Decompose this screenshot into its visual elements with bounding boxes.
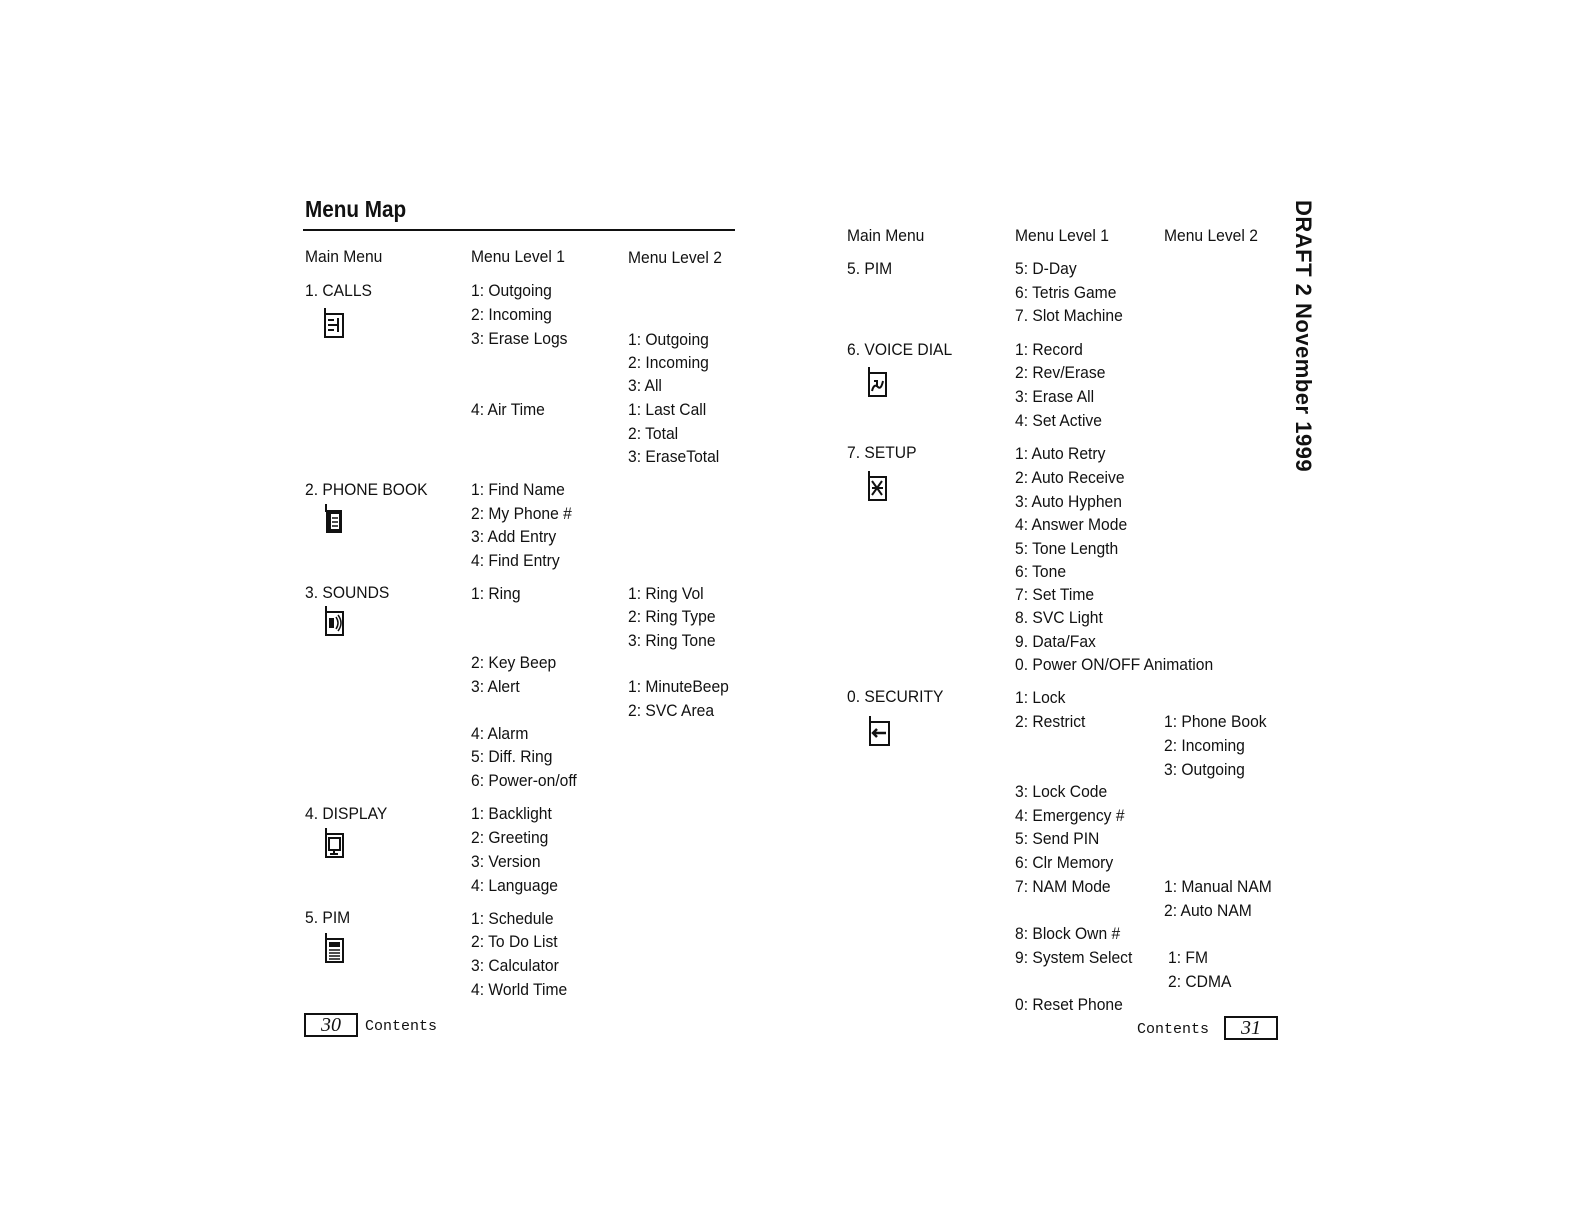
setup-l1-9: 9. Data/Fax [1015,632,1096,651]
pim-cont-l1-1: 5: D-Day [1015,259,1077,278]
restrict-l2-1: 1: Phone Book [1164,712,1267,731]
sounds-l1-2: 2: Key Beep [471,653,557,672]
pim-cont-l1-2: 6: Tetris Game [1015,283,1117,302]
restrict-l2-3: 3: Outgoing [1164,760,1245,779]
sounds-icon [323,606,345,636]
setup-icon [866,471,888,501]
setup-l1-6: 6: Tone [1015,562,1067,581]
voice-dial-l1-2: 2: Rev/Erase [1015,363,1106,382]
display-l1-4: 4: Language [471,876,558,895]
calls-l1-1: 1: Outgoing [471,281,552,300]
phonebook-l1-3: 3: Add Entry [471,527,557,546]
nam-l2-2: 2: Auto NAM [1164,901,1252,920]
erase-logs-l2-2: 2: Incoming [628,353,709,372]
header-main-menu: Main Menu [305,247,383,266]
calls-l1-2: 2: Incoming [471,305,552,324]
calls-l1-4: 4: Air Time [471,400,545,419]
security-l1-9: 9: System Select [1015,948,1133,967]
air-time-l2-3: 3: EraseTotal [628,447,720,466]
security-l1-1: 1: Lock [1015,688,1066,707]
air-time-l2-2: 2: Total [628,424,679,443]
nam-l2-1: 1: Manual NAM [1164,877,1272,896]
page-number-right: 31 [1224,1016,1278,1040]
security-l1-8: 8: Block Own # [1015,924,1121,943]
voice-dial-l1-3: 3: Erase All [1015,387,1095,406]
phonebook-l1-2: 2: My Phone # [471,504,572,523]
voice-dial-l1-4: 4: Set Active [1015,411,1102,430]
display-l1-2: 2: Greeting [471,828,549,847]
main-menu-display: 4. DISPLAY [305,804,388,823]
phonebook-l1-4: 4: Find Entry [471,551,560,570]
security-l1-6: 6: Clr Memory [1015,853,1114,872]
security-l1-10: 0: Reset Phone [1015,995,1123,1014]
header-menu-level-1-right: Menu Level 1 [1015,226,1109,245]
setup-l1-1: 1: Auto Retry [1015,444,1106,463]
security-l1-4: 4: Emergency # [1015,806,1125,825]
alert-l2-1: 1: MinuteBeep [628,677,729,696]
contents-link-right[interactable]: Contents [1137,1021,1210,1038]
setup-l1-3: 3: Auto Hyphen [1015,492,1122,511]
voice-dial-l1-1: 1: Record [1015,340,1083,359]
setup-l1-8: 8. SVC Light [1015,608,1103,627]
calls-icon [323,308,345,338]
security-l1-2: 2: Restrict [1015,712,1086,731]
contents-link-left[interactable]: Contents [365,1018,438,1035]
setup-l1-4: 4: Answer Mode [1015,515,1128,534]
setup-l1-5: 5: Tone Length [1015,539,1119,558]
system-l2-1: 1: FM [1168,948,1208,967]
main-menu-phonebook: 2. PHONE BOOK [305,480,428,499]
display-icon [323,828,345,858]
pim-cont-l1-3: 7. Slot Machine [1015,306,1123,325]
ring-l2-2: 2: Ring Type [628,607,716,626]
pim-l1-2: 2: To Do List [471,932,558,951]
ring-l2-3: 3: Ring Tone [628,631,716,650]
pim-icon [323,933,345,963]
alert-l2-2: 2: SVC Area [628,701,715,720]
ring-l2-1: 1: Ring Vol [628,584,704,603]
main-menu-pim-cont: 5. PIM [847,259,893,278]
header-menu-level-2: Menu Level 2 [628,248,722,267]
main-menu-voice-dial: 6. VOICE DIAL [847,340,953,359]
pim-l1-3: 3: Calculator [471,956,559,975]
security-l1-5: 5: Send PIN [1015,829,1100,848]
display-l1-1: 1: Backlight [471,804,552,823]
pim-l1-4: 4: World Time [471,980,568,999]
display-l1-3: 3: Version [471,852,541,871]
voice-dial-icon [866,367,888,397]
sounds-l1-3: 3: Alert [471,677,520,696]
air-time-l2-1: 1: Last Call [628,400,707,419]
main-menu-calls: 1. CALLS [305,281,372,300]
main-menu-sounds: 3. SOUNDS [305,583,390,602]
setup-l1-7: 7: Set Time [1015,585,1095,604]
calls-l1-3: 3: Erase Logs [471,329,568,348]
page-number-left: 30 [304,1013,358,1037]
draft-stamp: DRAFT 2 November 1999 [1291,200,1316,473]
system-l2-2: 2: CDMA [1168,972,1232,991]
main-menu-security: 0. SECURITY [847,687,944,706]
title-rule [303,229,735,231]
header-menu-level-2-right: Menu Level 2 [1164,226,1258,245]
erase-logs-l2-1: 1: Outgoing [628,330,709,349]
sounds-l1-6: 6: Power-on/off [471,771,577,790]
header-main-menu-right: Main Menu [847,226,925,245]
phonebook-l1-1: 1: Find Name [471,480,565,499]
header-menu-level-1: Menu Level 1 [471,247,565,266]
sounds-l1-5: 5: Diff. Ring [471,747,553,766]
pim-l1-1: 1: Schedule [471,909,554,928]
page-title: Menu Map [305,196,407,222]
sounds-l1-1: 1: Ring [471,584,521,603]
setup-l1-10: 0. Power ON/OFF Animation [1015,655,1214,674]
security-l1-7: 7: NAM Mode [1015,877,1111,896]
main-menu-pim: 5. PIM [305,908,351,927]
setup-l1-2: 2: Auto Receive [1015,468,1125,487]
sounds-l1-4: 4: Alarm [471,724,529,743]
erase-logs-l2-3: 3: All [628,376,662,395]
main-menu-setup: 7. SETUP [847,443,917,462]
security-l1-3: 3: Lock Code [1015,782,1108,801]
phonebook-icon [323,504,345,534]
security-icon [868,716,890,746]
restrict-l2-2: 2: Incoming [1164,736,1245,755]
